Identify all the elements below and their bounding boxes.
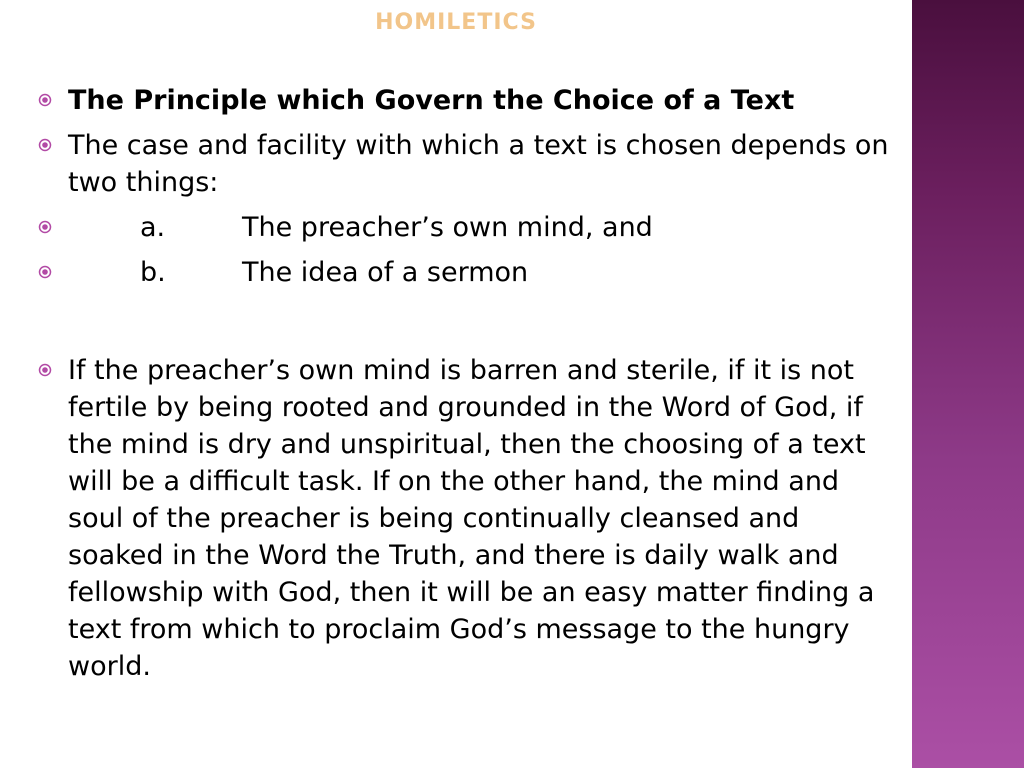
- spacer: [38, 299, 898, 352]
- bullet-item: [38, 82, 898, 119]
- bullet-circle-icon: [38, 138, 52, 152]
- decorative-side-band: [912, 0, 1024, 768]
- bullet-text: If the preacher’s own mind is barren and sterile, if it is not fertile by being rooted and grounded in the Word of God, if the mind is dry and unspiritual, then the choosing of a text will be a difficult task. If on the other hand, the mind and soul of the preacher is being continually cleansed and soaked in the Word the Truth, and there is daily walk and fellowship with God, then it will be an easy matter finding a text from which to proclaim God’s message to the hungry world.: [68, 355, 875, 682]
- bullet-item: [38, 352, 898, 685]
- slide-content: [38, 82, 898, 693]
- bullet-circle-icon: [38, 363, 52, 377]
- bullet-item: [38, 209, 898, 246]
- bullet-text: The idea of a sermon: [242, 257, 529, 288]
- sub-item-letter: b.: [140, 257, 166, 288]
- bullet-text: The case and facility with which a text is chosen depends on two things:: [68, 130, 889, 198]
- bullet-text: The preacher’s own mind, and: [242, 212, 653, 243]
- bullet-circle-icon: [38, 265, 52, 279]
- bullet-text: The Principle which Govern the Choice of a Text: [68, 85, 795, 116]
- sub-item-letter: a.: [140, 212, 166, 243]
- bullet-circle-icon: [38, 220, 52, 234]
- bullet-item: [38, 127, 898, 201]
- slide-title: HOMILETICS: [375, 10, 537, 35]
- bullet-item: [38, 254, 898, 291]
- bullet-circle-icon: [38, 93, 52, 107]
